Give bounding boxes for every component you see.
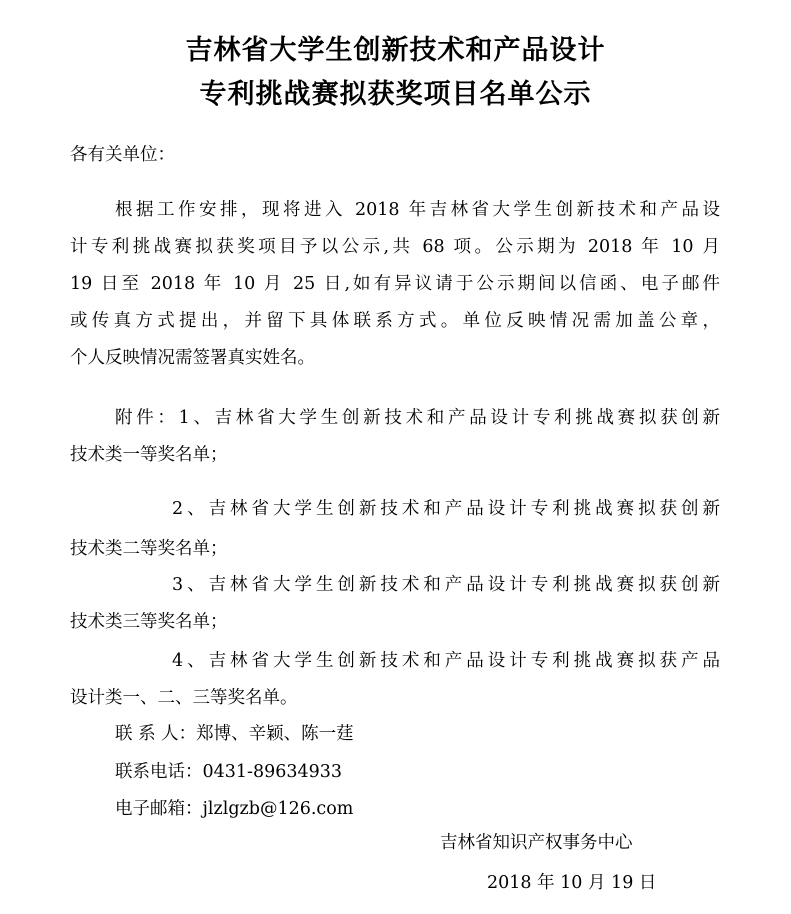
salutation: 各有关单位： <box>70 145 175 165</box>
issue-date: 2018 年 10 月 19 日 <box>487 873 657 893</box>
body-line-5: 个人反映情况需签署真实姓名。 <box>70 348 315 368</box>
attachment-1-line-2: 技术类一等奖名单； <box>70 445 228 465</box>
attachment-3-line-2: 技术类三等奖名单； <box>70 612 228 632</box>
document-title-line-1: 吉林省大学生创新技术和产品设计 <box>185 35 606 66</box>
attachment-3-line-1: 3、吉林省大学生创新技术和产品设计专利挑战赛拟获创新 <box>172 575 720 595</box>
attachment-4-line-2: 设计类一、二、三等奖名单。 <box>70 688 298 708</box>
body-line-4: 或传真方式提出，并留下具体联系方式。单位反映情况需加盖公章， <box>70 311 720 331</box>
attachment-2-line-1: 2、吉林省大学生创新技术和产品设计专利挑战赛拟获创新 <box>172 499 720 519</box>
contact-phone: 联系电话：0431-89634933 <box>115 762 343 782</box>
attachment-1-line-1: 附件：1、吉林省大学生创新技术和产品设计专利挑战赛拟获创新 <box>115 408 720 428</box>
attachment-4-line-1: 4、吉林省大学生创新技术和产品设计专利挑战赛拟获产品 <box>172 651 720 671</box>
attachment-2-line-2: 技术类二等奖名单； <box>70 539 228 559</box>
body-line-3: 19 日至 2018 年 10 月 25 日,如有异议请于公示期间以信函、电子邮件 <box>70 274 720 294</box>
body-line-1: 根据工作安排，现将进入 2018 年吉林省大学生创新技术和产品设 <box>115 200 720 220</box>
contact-email: 电子邮箱：jlzlgzb@126.com <box>115 799 354 819</box>
issuing-organization: 吉林省知识产权事务中心 <box>440 833 633 853</box>
body-line-2: 计专利挑战赛拟获奖项目予以公示,共 68 项。公示期为 2018 年 10 月 <box>70 237 720 257</box>
contact-person: 联 系 人：郑博、辛颖、陈一莛 <box>115 724 354 744</box>
document-title-line-2: 专利挑战赛拟获奖项目名单公示 <box>199 79 592 110</box>
